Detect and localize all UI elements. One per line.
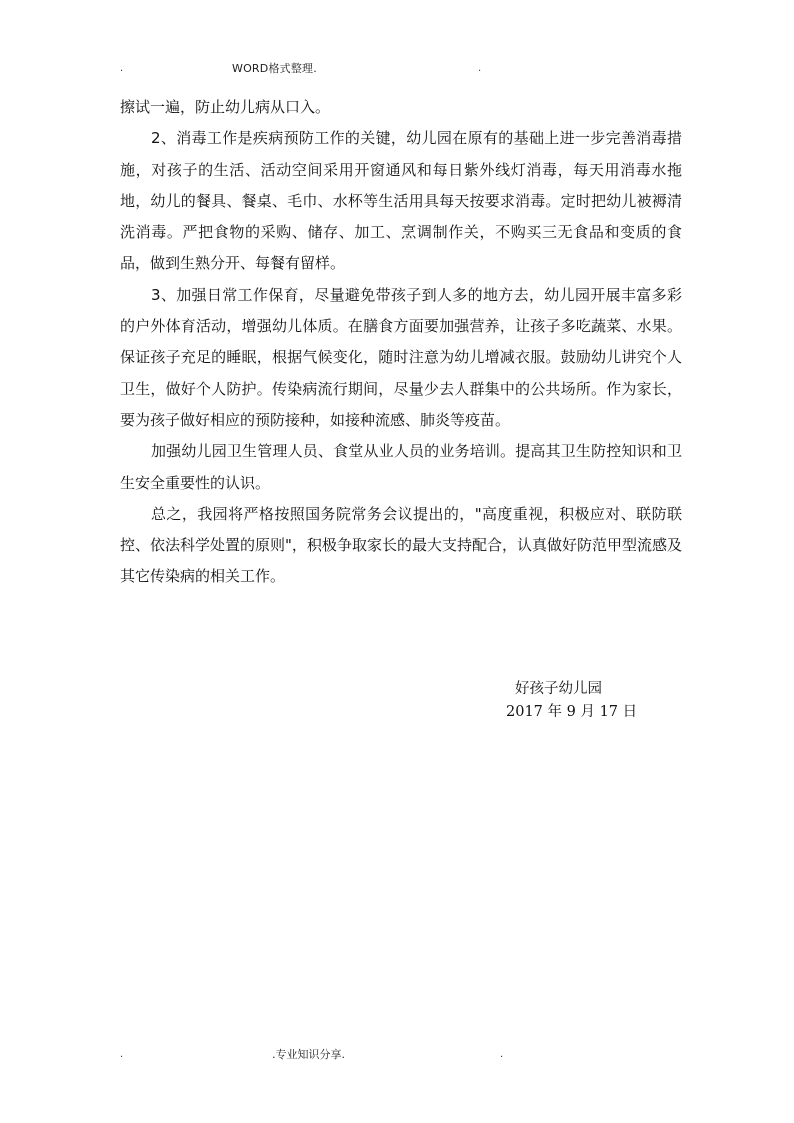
header-right-mark: . (478, 63, 482, 74)
signature-block (500, 678, 660, 724)
document-body (120, 92, 682, 593)
footer-right-mark: . (500, 1049, 504, 1060)
header-left-mark: . (120, 63, 124, 74)
signature-date: 2017 年 9 月 17 日 (506, 704, 638, 720)
paragraph-disinfection: 2、消毒工作是疾病预防工作的关键，幼儿园在原有的基础上进一步完善消毒措施，对孩子的生活、活动空间采用开窗通风和每日紫外线灯消毒，每天用消毒水拖地，幼儿的餐具、餐桌、毛巾、水杯等生活用具每天按要求消毒。定时把幼儿被褥清洗消毒。严把食物的采购、储存、加工、烹调制作关，不购买三无食品和变质的食品，做到生熟分开、每餐有留样。 (120, 129, 682, 273)
signature-organization: 好孩子幼儿园 (515, 681, 602, 697)
paragraph-staff-training: 加强幼儿园卫生管理人员、食堂从业人员的业务培训。提高其卫生防控知识和卫生安全重要性的认识。 (120, 442, 682, 492)
paragraph-conclusion: 总之，我园将严格按照国务院常务会议提出的，"高度重视，积极应对、联防联控、依法科学处置的原则"，积极争取家长的最大支持配合，认真做好防范甲型流感及其它传染病的相关工作。 (120, 504, 682, 586)
header-title: WORD格式整理. (232, 62, 317, 75)
footer-left-mark: . (120, 1049, 124, 1060)
paragraph-continuation: 擦试一遍，防止幼儿病从口入。 (120, 98, 331, 116)
footer-text: .专业知识分享. (272, 1048, 345, 1061)
paragraph-daily-care: 3、加强日常工作保育，尽量避免带孩子到人多的地方去，幼儿园开展丰富多彩的户外体育活动，增强幼儿体质。在膳食方面要加强营养，让孩子多吃蔬菜、水果。保证孩子充足的睡眠，根据气候变化，随时注意为幼儿增减衣服。鼓励幼儿讲究个人卫生，做好个人防护。传染病流行期间，尽量少去人群集中的公共场所。作为家长，要为孩子做好相应的预防接种，如接种流感、肺炎等疫苗。 (120, 285, 682, 429)
